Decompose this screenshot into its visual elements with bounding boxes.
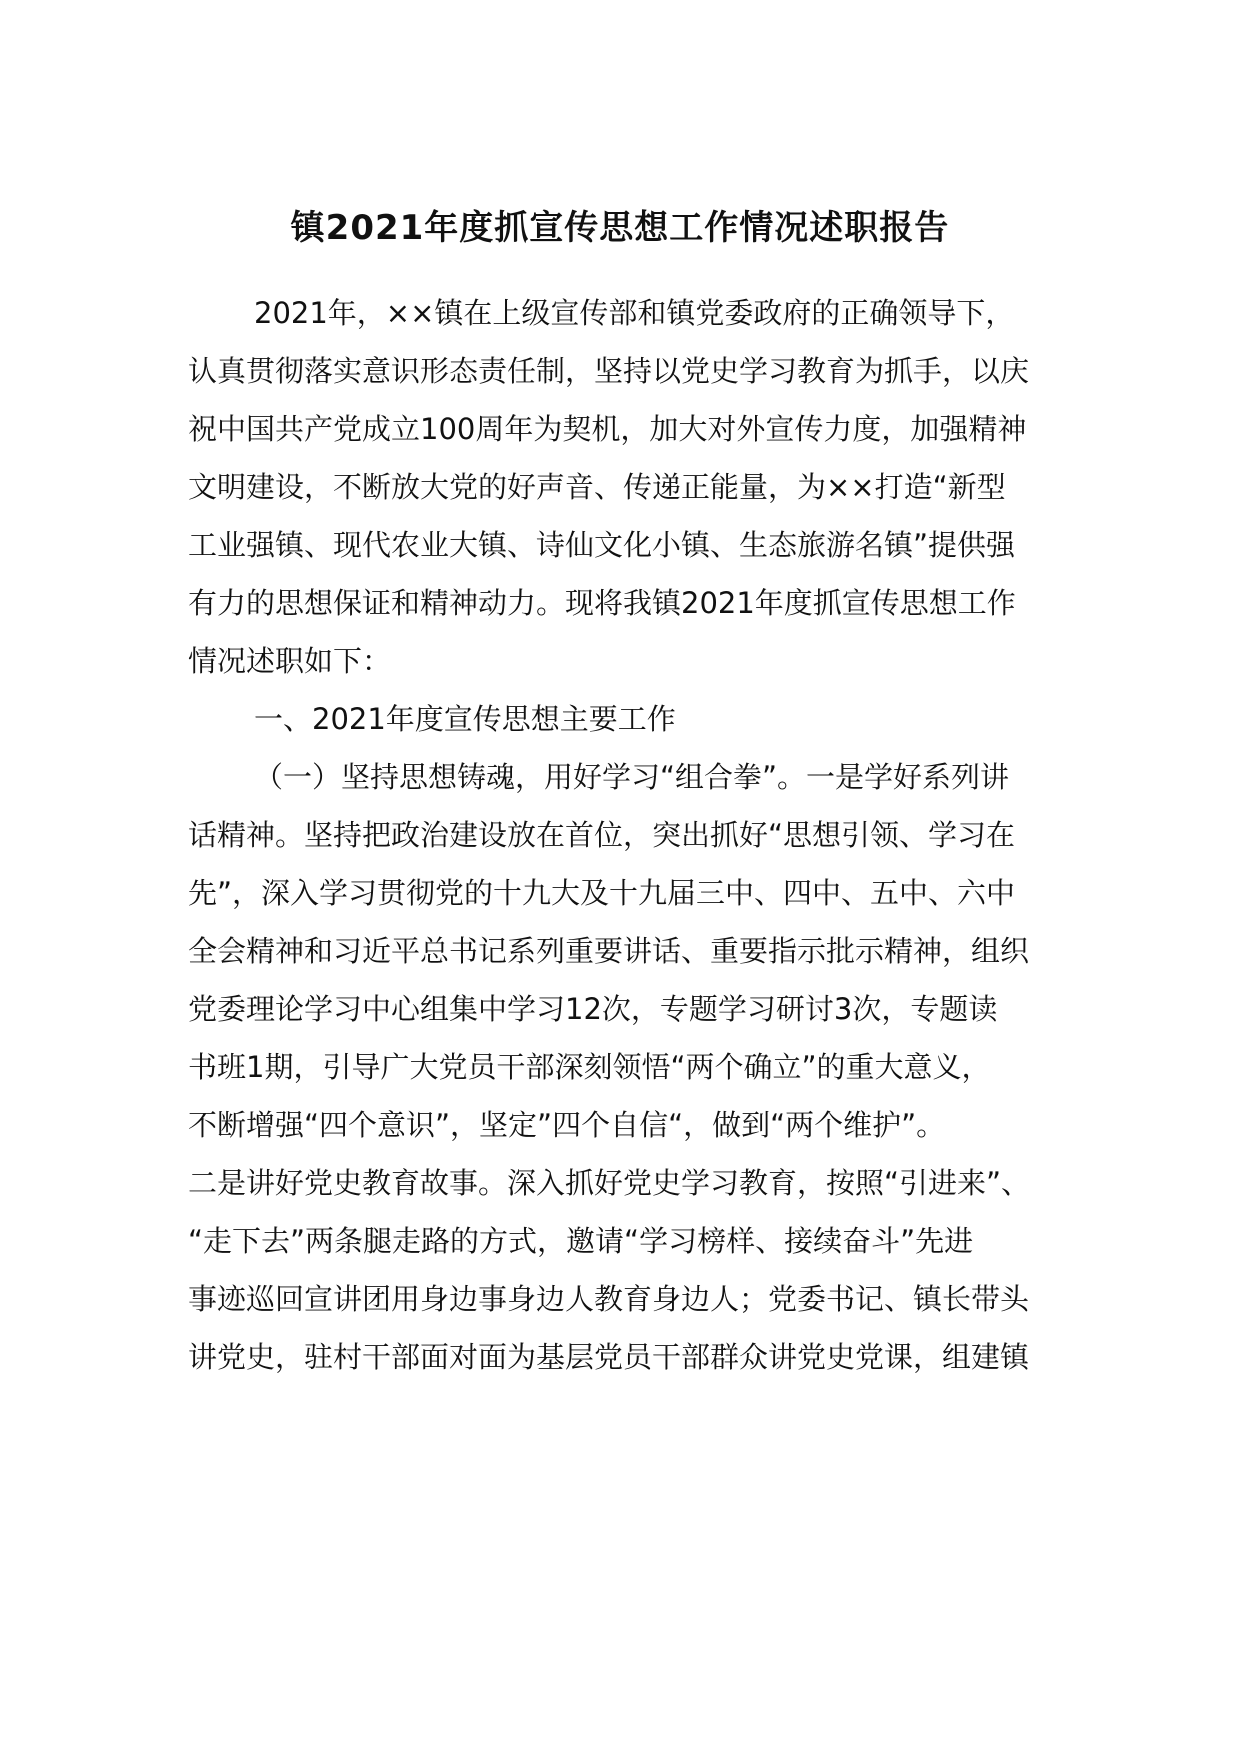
paragraph-line: 话精神。坚持把政治建设放在首位，突出抓好“思想引领、学习在 [188, 818, 1016, 852]
paragraph-line: （一）坚持思想铸魂，用好学习“组合拳”。一是学好系列讲 [254, 760, 1010, 794]
paragraph-line: 不断增强“四个意识”，坚定”四个自信“，做到“两个维护”。 [188, 1108, 946, 1142]
paragraph-line: 全会精神和习近平总书记系列重要讲话、重要指示批示精神，组织 [188, 934, 1030, 968]
paragraph-line: 事迹巡回宣讲团用身边事身边人教育身边人；党委书记、镇长带头 [188, 1282, 1030, 1316]
paragraph-line: 文明建设，不断放大党的好声音、传递正能量，为××打造“新型 [188, 470, 1006, 504]
paragraph-line: 有力的思想保证和精神动力。现将我镇2021年度抓宣传思想工作 [188, 586, 1016, 620]
paragraph-line: “走下去”两条腿走路的方式，邀请“学习榜样、接续奋斗”先进 [188, 1224, 974, 1258]
paragraph-line: 先”，深入学习贯彻党的十九大及十九届三中、四中、五中、六中 [188, 876, 1016, 910]
paragraph-line: 党委理论学习中心组集中学习12次，专题学习研讨3次，专题读 [188, 992, 998, 1026]
paragraph-line: 二是讲好党史教育故事。深入抓好党史学习教育，按照“引进来”、 [188, 1166, 1031, 1200]
paragraph-line: 2021年，××镇在上级宣传部和镇党委政府的正确领导下， [254, 296, 1015, 330]
paragraph-line: 工业强镇、现代农业大镇、诗仙文化小镇、生态旅游名镇”提供强 [188, 528, 1016, 562]
section-heading: 一、2021年度宣传思想主要工作 [254, 702, 676, 736]
paragraph-line: 情况述职如下： [188, 644, 392, 678]
paragraph-line: 认真贯彻落实意识形态责任制，坚持以党史学习教育为抓手，以庆 [188, 354, 1030, 388]
paragraph-line: 书班1期，引导广大党员干部深刻领悟“两个确立”的重大意义， [188, 1050, 991, 1084]
paragraph-line: 祝中国共产党成立100周年为契机，加大对外宣传力度，加强精神 [188, 412, 1027, 446]
paragraph-line: 讲党史，驻村干部面对面为基层党员干部群众讲党史党课，组建镇 [188, 1340, 1030, 1374]
document-title: 镇2021年度抓宣传思想工作情况述职报告 [290, 208, 950, 248]
